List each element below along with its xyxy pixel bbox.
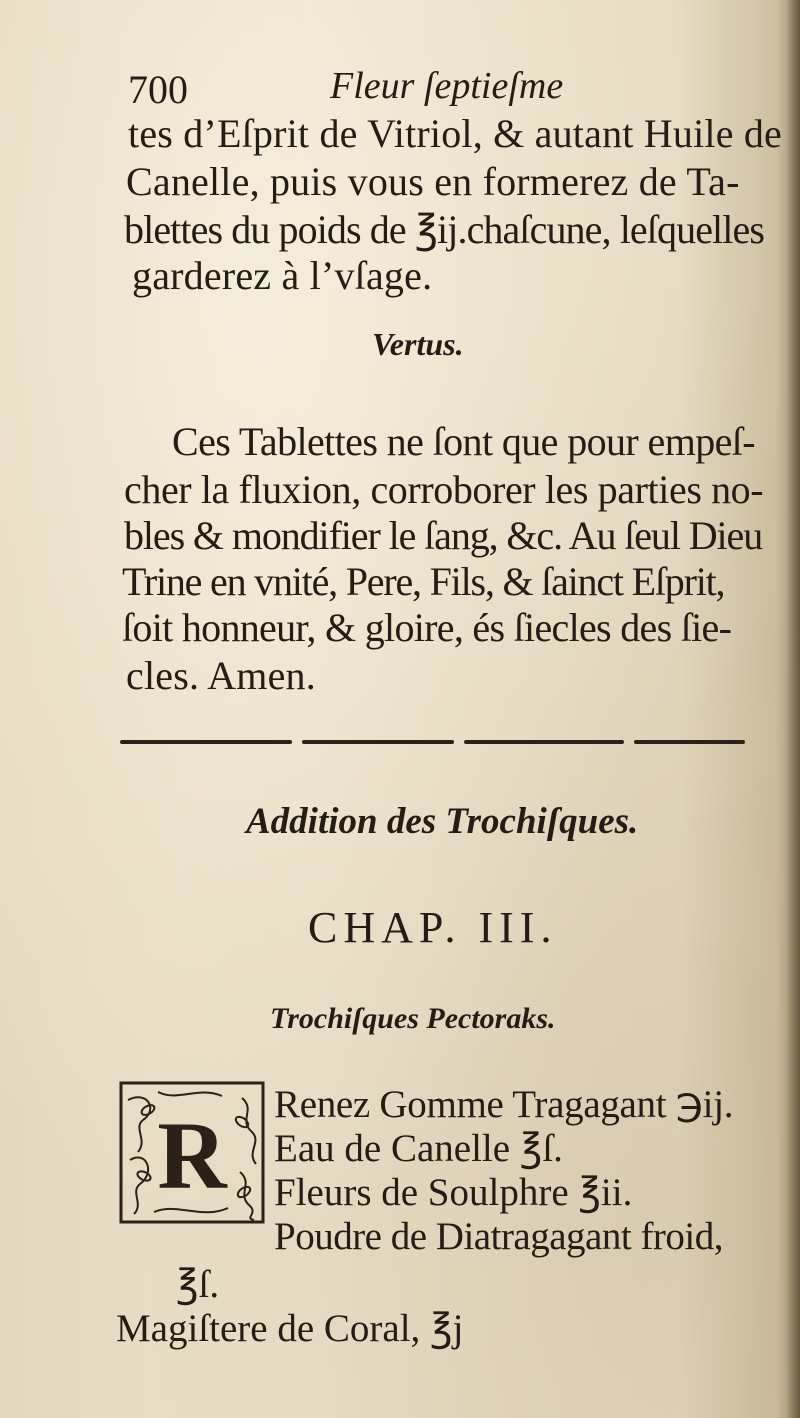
vertus-heading: Vertus. <box>372 326 464 362</box>
rule-segment <box>464 740 624 744</box>
vertus-line: cles. Amen. <box>126 653 316 698</box>
running-title: Fleur ſeptieſme <box>330 65 564 107</box>
ingredient-line: Fleurs de Soulphre ℥ii. <box>274 1171 633 1214</box>
recipe-line: blettes du poids de ℥ij.chaſcune, leſquelles <box>124 207 764 252</box>
drop-cap-letter: R <box>157 1102 227 1209</box>
rule-segment <box>302 740 454 744</box>
vertus-line: cher la fluxion, corroborer les parties no- <box>124 467 764 512</box>
vertus-line: ſoit honneur, & gloire, és ſiecles des ſie- <box>122 605 732 650</box>
ornamental-rule <box>120 738 745 746</box>
chapter-number: CHAP. III. <box>308 903 558 952</box>
rule-segment <box>634 740 745 744</box>
recipe-line: garderez à l’vſage. <box>132 253 433 298</box>
ingredient-line: Eau de Canelle ℥ſ. <box>274 1127 563 1170</box>
page-number: 700 <box>128 67 188 112</box>
page-header <box>0 64 800 114</box>
ingredient-line: Renez Gomme Tragagant ℈ij. <box>274 1083 734 1126</box>
page-edge-shadow <box>786 0 800 1418</box>
ingredient-line: Poudre de Diatragagant froid, <box>274 1215 724 1258</box>
vertus-line: Ces Tablettes ne ſont que pour empeſ- <box>172 419 755 464</box>
chapter-subtitle: Trochiſques Pectoraks. <box>270 1002 556 1035</box>
recipe-line: Canelle, puis vous en formerez de Ta- <box>126 159 740 204</box>
section-title: Addition des Trochiſques. <box>246 801 639 842</box>
decorated-initial-icon <box>118 1080 266 1225</box>
ingredient-quantity: ℥ſ. <box>176 1263 220 1306</box>
rule-segment <box>120 740 292 744</box>
vertus-line: bles & mondifier le ſang, &c. Au ſeul Dieu <box>124 513 763 558</box>
recipe-line: tes d’Eſprit de Vitriol, & autant Huile de <box>128 111 783 156</box>
ingredient-line: Magiſtere de Coral, ℥j <box>116 1307 464 1350</box>
vertus-line: Trine en vnité, Pere, Fils, & ſainct Eſprit, <box>122 559 725 604</box>
